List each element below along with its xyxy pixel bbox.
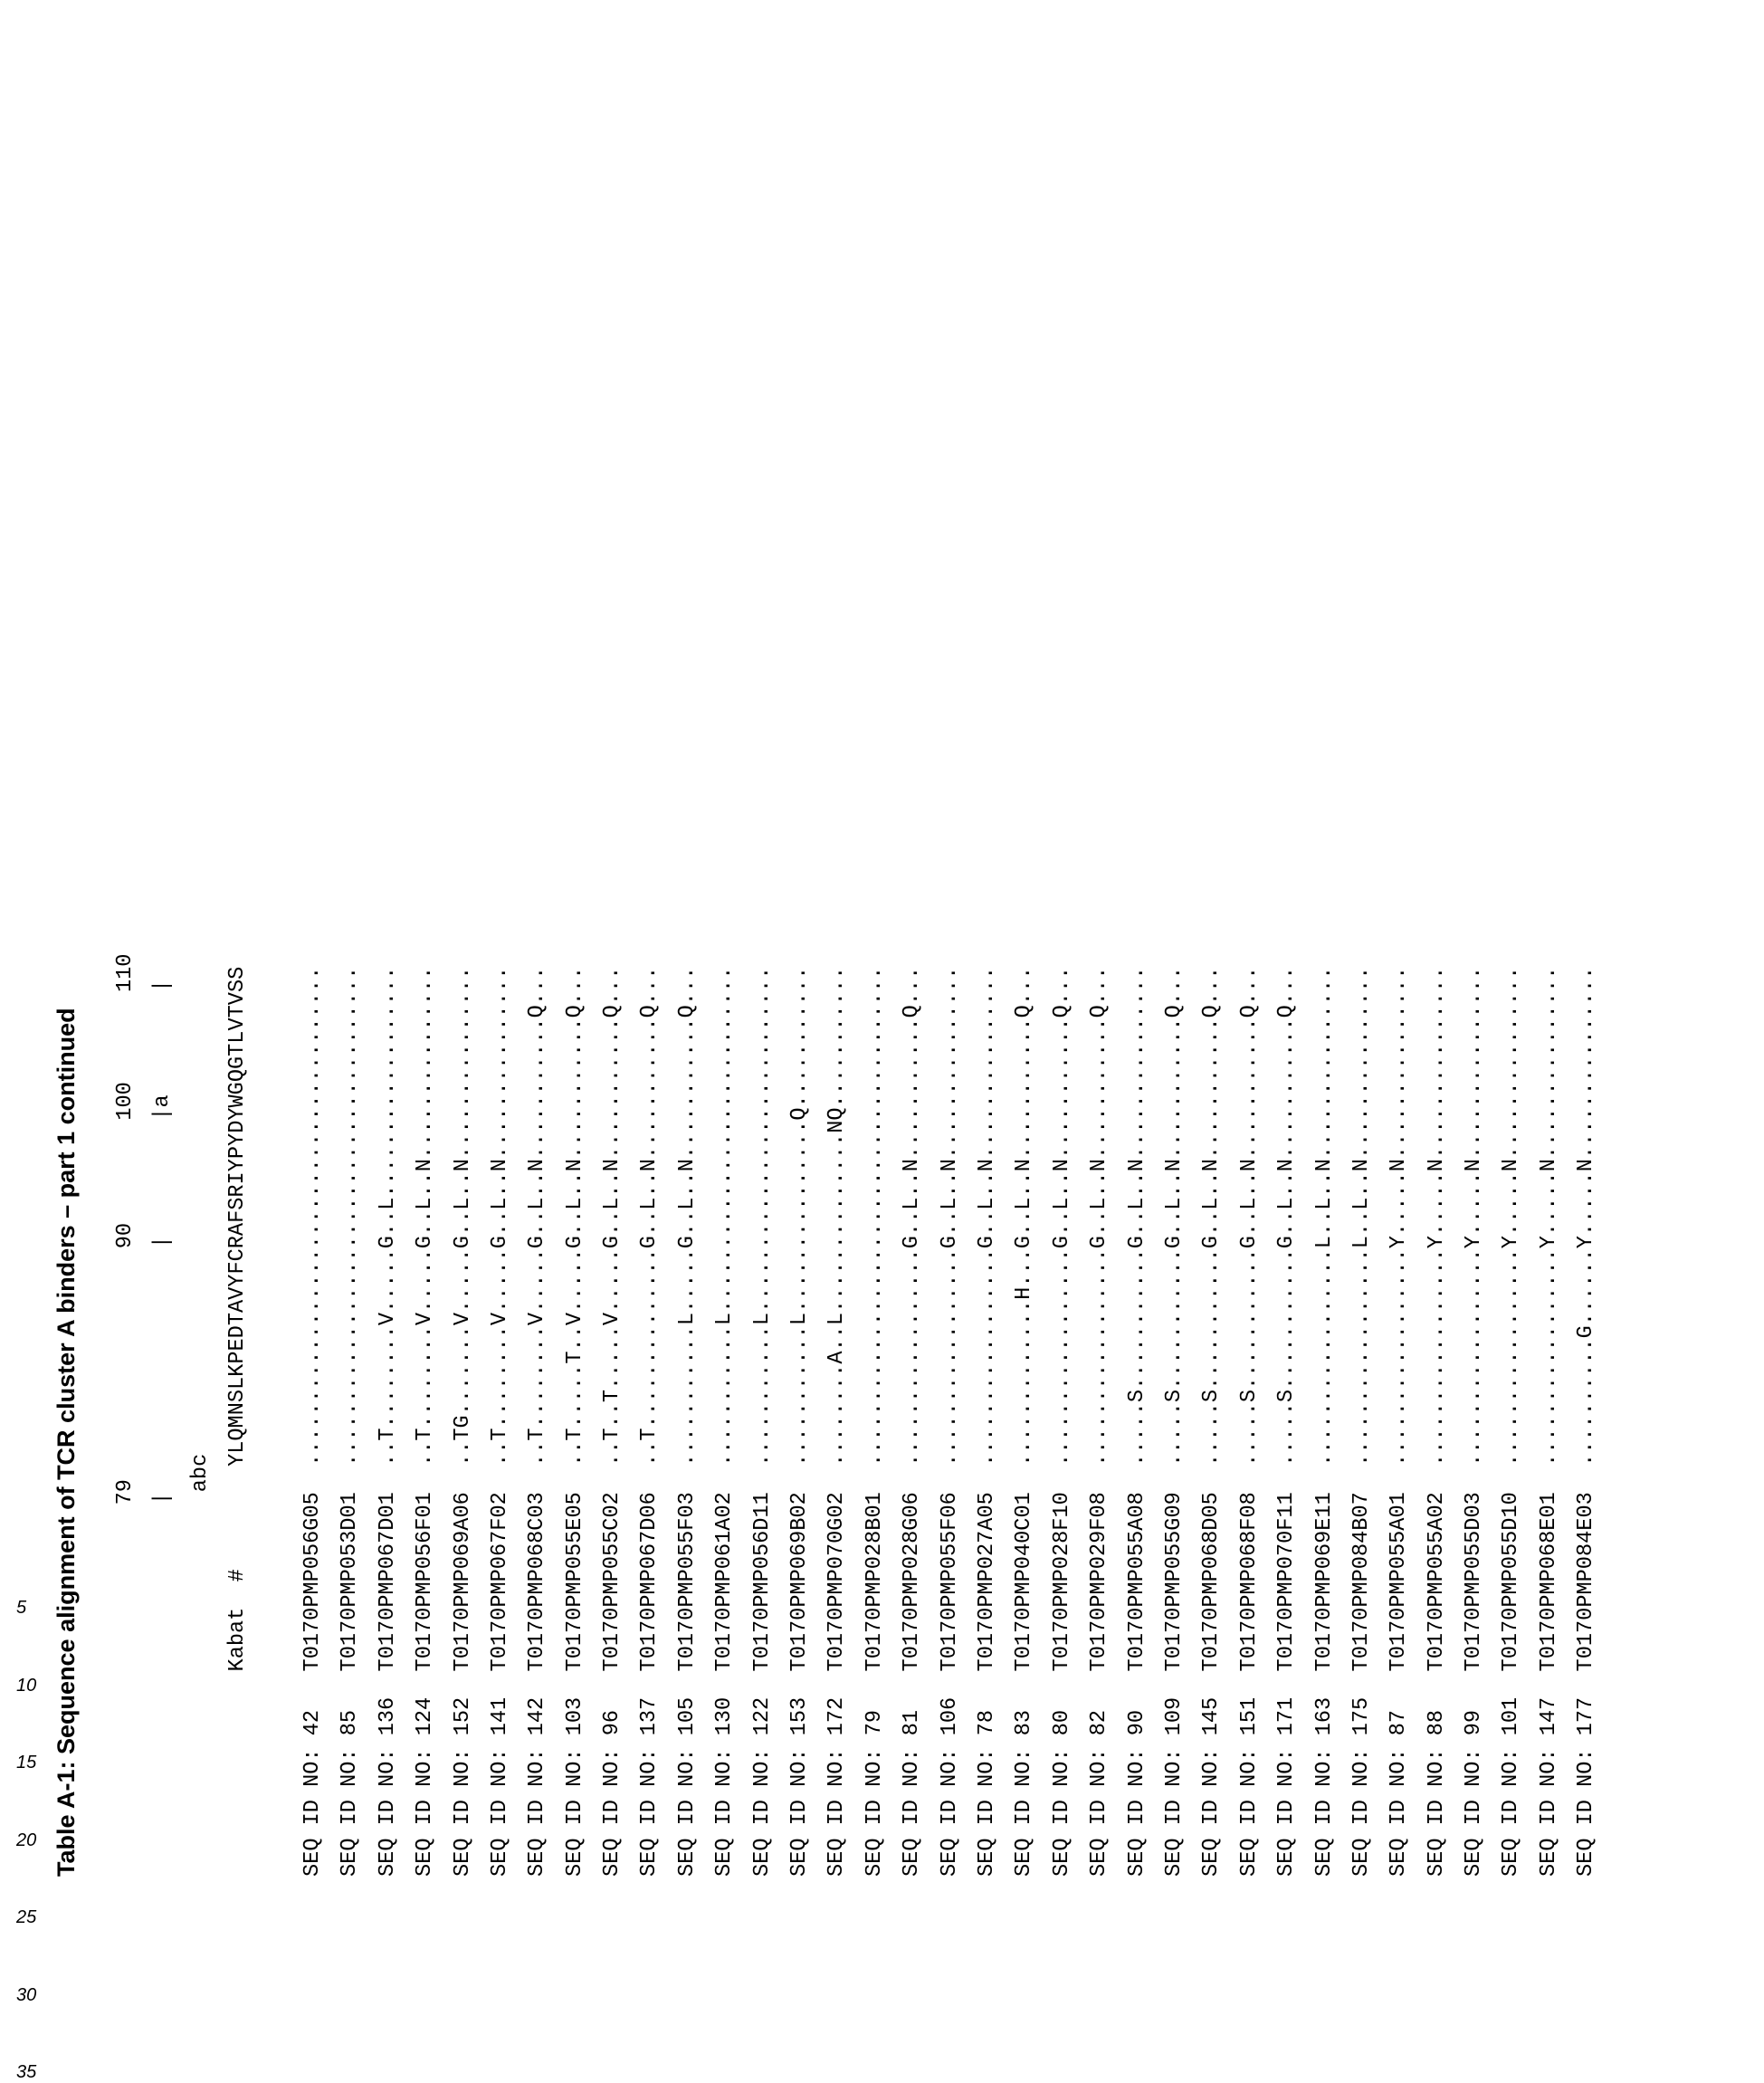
alignment-row: SEQ ID NO: 96 T0170PMP055C02 ..T..T.....V.....G..L..N...........Q...: [600, 966, 625, 1877]
alignment-row: SEQ ID NO: 137 T0170PMP067D06 ..T..............G..L..N...........Q...: [637, 966, 663, 1877]
margin-line-number: 35: [16, 2062, 37, 2082]
page-title: Table A-1: Sequence alignment of TCR cluster A binders – part 1 continued: [52, 1008, 80, 1877]
alignment-row: SEQ ID NO: 42 T0170PMP056G05 .......................................: [300, 966, 325, 1877]
margin-line-number: 5: [16, 1598, 27, 1618]
alignment-row: SEQ ID NO: 78 T0170PMP027A05 .................G..L..N...............: [974, 966, 999, 1877]
alignment-row: SEQ ID NO: 177 T0170PMP084E03 ..........G......Y.....N...............: [1574, 966, 1599, 1877]
margin-line-number: 25: [16, 1907, 37, 1927]
alignment-row: SEQ ID NO: 122 T0170PMP056D11 ...........L...........................: [749, 966, 775, 1877]
alignment-row: SEQ ID NO: 99 T0170PMP055D03 .................Y.....N...............: [1462, 966, 1487, 1877]
alignment-row: SEQ ID NO: 80 T0170PMP028F10 .................G..L..N...........Q...: [1049, 966, 1074, 1877]
alignment-row: SEQ ID NO: 106 T0170PMP055F06 .................G..L..N...............: [937, 966, 962, 1877]
margin-line-number: 15: [16, 1753, 37, 1772]
alignment-row: SEQ ID NO: 142 T0170PMP068C03 ..T........V.....G..L..N...........Q...: [525, 966, 550, 1877]
alignment-row: SEQ ID NO: 175 T0170PMP084B07 .................L..L..N...............: [1349, 966, 1374, 1877]
margin-line-number: 10: [16, 1675, 37, 1696]
alignment-row: SEQ ID NO: 90 T0170PMP055A08 .....S...........G..L..N...............: [1124, 966, 1149, 1877]
alignment-row: SEQ ID NO: 88 T0170PMP055A02 .................Y.....N...............: [1424, 966, 1449, 1877]
alignment-row: SEQ ID NO: 163 T0170PMP069E11 .................L..L..N...............: [1311, 966, 1337, 1877]
alignment-row: SEQ ID NO: 81 T0170PMP028G06 .................G..L..N...........Q...: [900, 966, 925, 1877]
alignment-row: SEQ ID NO: 83 T0170PMP040C01 .............H...G..L..N...........Q...: [1012, 966, 1037, 1877]
alignment-row: SEQ ID NO: 136 T0170PMP067D01 ..T........V.....G..L..................: [375, 966, 400, 1877]
alignment-row: SEQ ID NO: 145 T0170PMP068D05 .....S...........G..L..N...........Q...: [1199, 966, 1225, 1877]
alignment-row: SEQ ID NO: 85 T0170PMP053D01 .......................................: [338, 966, 363, 1877]
alignment-row: SEQ ID NO: 171 T0170PMP070F11 .....S...........G..L..N...........Q...: [1274, 966, 1300, 1877]
alignment-row: SEQ ID NO: 82 T0170PMP029F08 .................G..L..N...........Q...: [1087, 966, 1112, 1877]
alignment-row: SEQ ID NO: 151 T0170PMP068F08 .....S...........G..L..N...........Q...: [1236, 966, 1262, 1877]
alignment-row: SEQ ID NO: 147 T0170PMP068E01 .................Y.....N...............: [1536, 966, 1561, 1877]
ruler-ticks: | | |a |: [150, 979, 176, 1877]
margin-line-number: 20: [16, 1830, 37, 1850]
alignment-row: SEQ ID NO: 101 T0170PMP055D10 .................Y.....N...............: [1499, 966, 1524, 1877]
alignment-row: SEQ ID NO: 152 T0170PMP069A06 ..TG.......V.....G..L..N...............: [450, 966, 475, 1877]
alignment-row: SEQ ID NO: 124 T0170PMP056F01 ..T........V.....G..L..N...............: [413, 966, 438, 1877]
ruler-numbers: 79 90 100 110: [113, 953, 138, 1877]
alignment-row: SEQ ID NO: 109 T0170PMP055G09 .....S...........G..L..N...........Q...: [1161, 966, 1187, 1877]
margin-line-number: 30: [16, 1984, 37, 2005]
row-spacer: [257, 954, 294, 1877]
alignment-row: SEQ ID NO: 172 T0170PMP070G02 ........A..L..............NQ...........: [825, 966, 850, 1877]
alignment-row: SEQ ID NO: 79 T0170PMP028B01 .......................................: [862, 966, 887, 1877]
alignment-row: SEQ ID NO: 105 T0170PMP055F03 ...........L.....G..L..N...........Q...: [674, 966, 700, 1877]
alignment-row: SEQ ID NO: 103 T0170PMP055E05 ..T.....T..V.....G..L..N...........Q...: [562, 966, 587, 1877]
alignment-row: SEQ ID NO: 130 T0170PMP061A02 ...........L...........................: [712, 966, 738, 1877]
alignment-row: SEQ ID NO: 141 T0170PMP067F02 ..T........V.....G..L..N...............: [487, 966, 512, 1877]
alignment-row: SEQ ID NO: 87 T0170PMP055A01 .................Y.....N...............: [1387, 966, 1412, 1877]
ruler-abc-label: abc: [187, 1453, 213, 1877]
sequence-alignment-block: [107, 954, 1606, 1877]
alignment-header-row: Kabat # YLQMNSLKPEDTAVYFCRAFSRIYPYDYWGQGTLVTVSS: [225, 966, 251, 1877]
alignment-row: SEQ ID NO: 153 T0170PMP069B02 ...........L...............Q...........: [787, 966, 813, 1877]
